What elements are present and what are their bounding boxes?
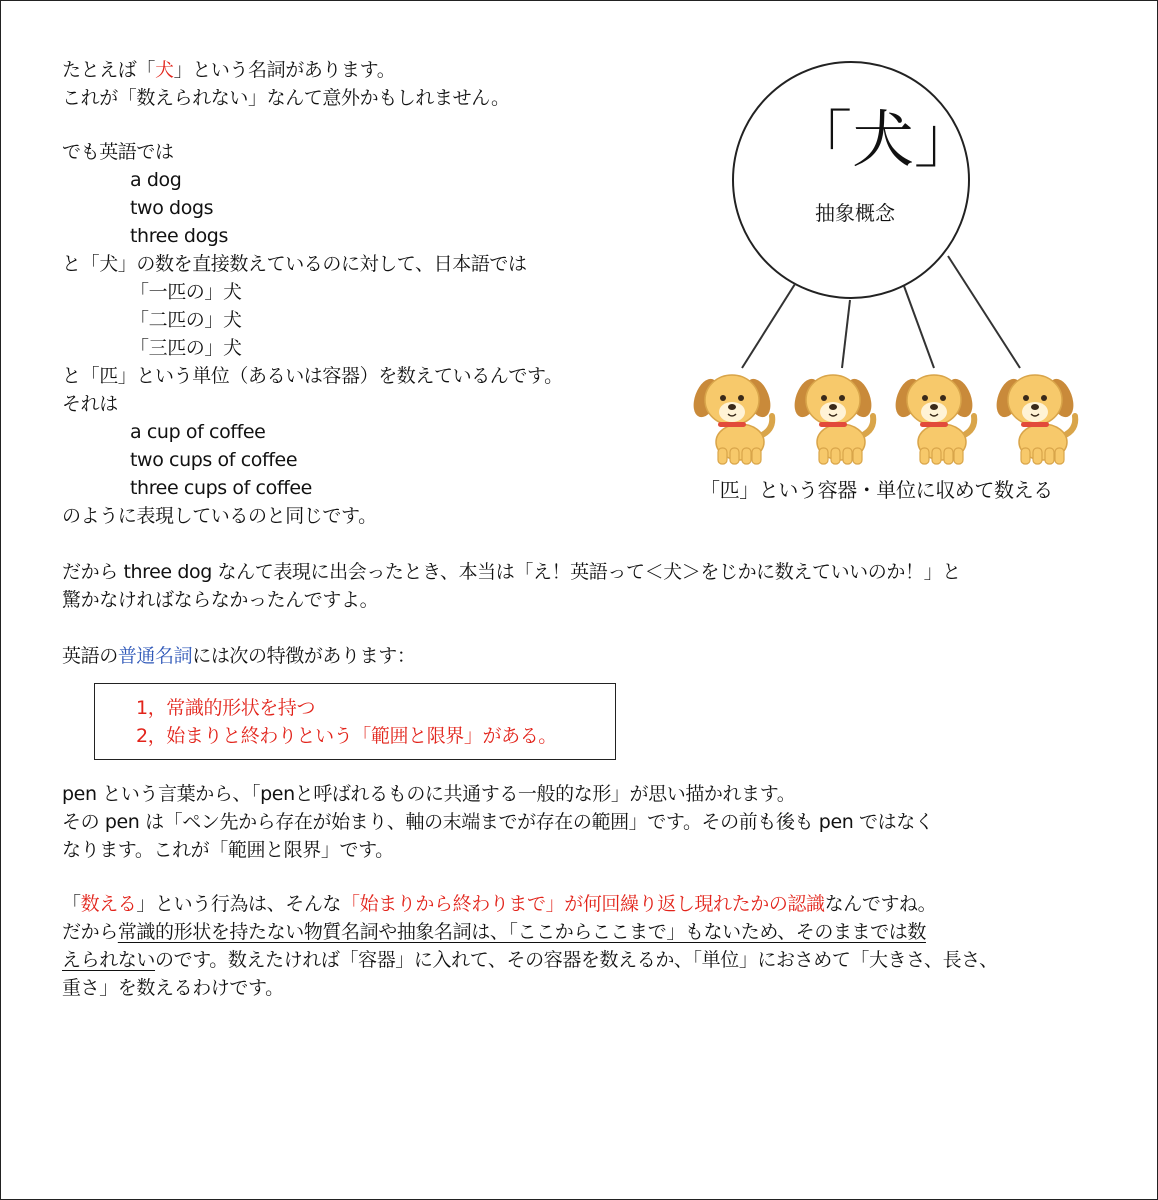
counting-line-2: だから常識的形状を持たない物質名詞や抽象名詞は、「ここからここまで」もないため、そのままでは数 (62, 921, 926, 943)
abstract-concept-label: 抽象概念 (815, 201, 895, 225)
connector-line (948, 256, 1020, 368)
diagram-caption: 「匹」という容器・単位に収めて数える (700, 478, 1053, 502)
english-example: three dogs (130, 225, 228, 247)
pen-line-1: pen という言葉から、「penと呼ばれるものに共通する一般的な形」が思い描かれます。 (62, 783, 796, 805)
connector-line (742, 284, 795, 368)
puppy-icon (689, 375, 775, 464)
english-lead: でも英語では (62, 141, 174, 163)
puppy-icon (992, 375, 1078, 464)
pen-line-2: その pen は「ペン先から存在が始まり、軸の末端までが存在の範囲」です。その前も後も pen ではなく (62, 811, 934, 833)
english-summary: と「犬」の数を直接数えているのに対して、日本語では (62, 253, 527, 275)
puppy-icon (891, 375, 977, 464)
feature-item: 1，常識的形状を持つ (136, 697, 316, 719)
pen-line-3: なります。これが「範囲と限界」です。 (62, 839, 394, 861)
counting-line-4: 重さ」を数えるわけです。 (62, 977, 284, 999)
intro-line-1: たとえば「犬」という名詞があります。 (62, 59, 396, 81)
intro-line-2: これが「数えられない」なんて意外かもしれません。 (62, 87, 510, 109)
english-example: a dog (130, 169, 182, 191)
japanese-example: 「二匹の」犬 (130, 309, 242, 331)
coffee-example: two cups of coffee (130, 449, 298, 471)
counting-line-1: 「数える」という行為は、そんな「始まりから終わりまで」が何回繰り返し現れたかの認識なんですね。 (62, 893, 937, 915)
surprise-line-1: だから three dog なんて表現に出会ったとき、本当は「え！英語って＜犬＞をじかに数えていいのか！」と (62, 561, 961, 583)
english-example: two dogs (130, 197, 214, 219)
japanese-example: 「一匹の」犬 (130, 281, 242, 303)
japanese-summary: と「匹」という単位（あるいは容器）を数えているんです。 (62, 365, 563, 387)
coffee-summary: のように表現しているのと同じです。 (62, 505, 377, 527)
surprise-line-2: 驚かなければならなかったんですよ。 (62, 589, 379, 611)
features-lead: 英語の普通名詞には次の特徴があります： (62, 645, 416, 667)
feature-item: 2，始まりと終わりという「範囲と限界」がある。 (136, 725, 557, 747)
dog-kanji-label: 「犬」 (790, 103, 977, 176)
comparison-lead: それは (62, 393, 118, 415)
connector-line (842, 300, 850, 368)
counting-line-3: えられないのです。数えたければ「容器」に入れて、その容器を数えるか、「単位」におさめて「大きさ、長さ、 (62, 949, 998, 971)
puppy-icon (790, 375, 876, 464)
coffee-example: three cups of coffee (130, 477, 312, 499)
concept-circle (733, 62, 969, 298)
connector-line (904, 286, 934, 368)
coffee-example: a cup of coffee (130, 421, 266, 443)
japanese-example: 「三匹の」犬 (130, 337, 242, 359)
